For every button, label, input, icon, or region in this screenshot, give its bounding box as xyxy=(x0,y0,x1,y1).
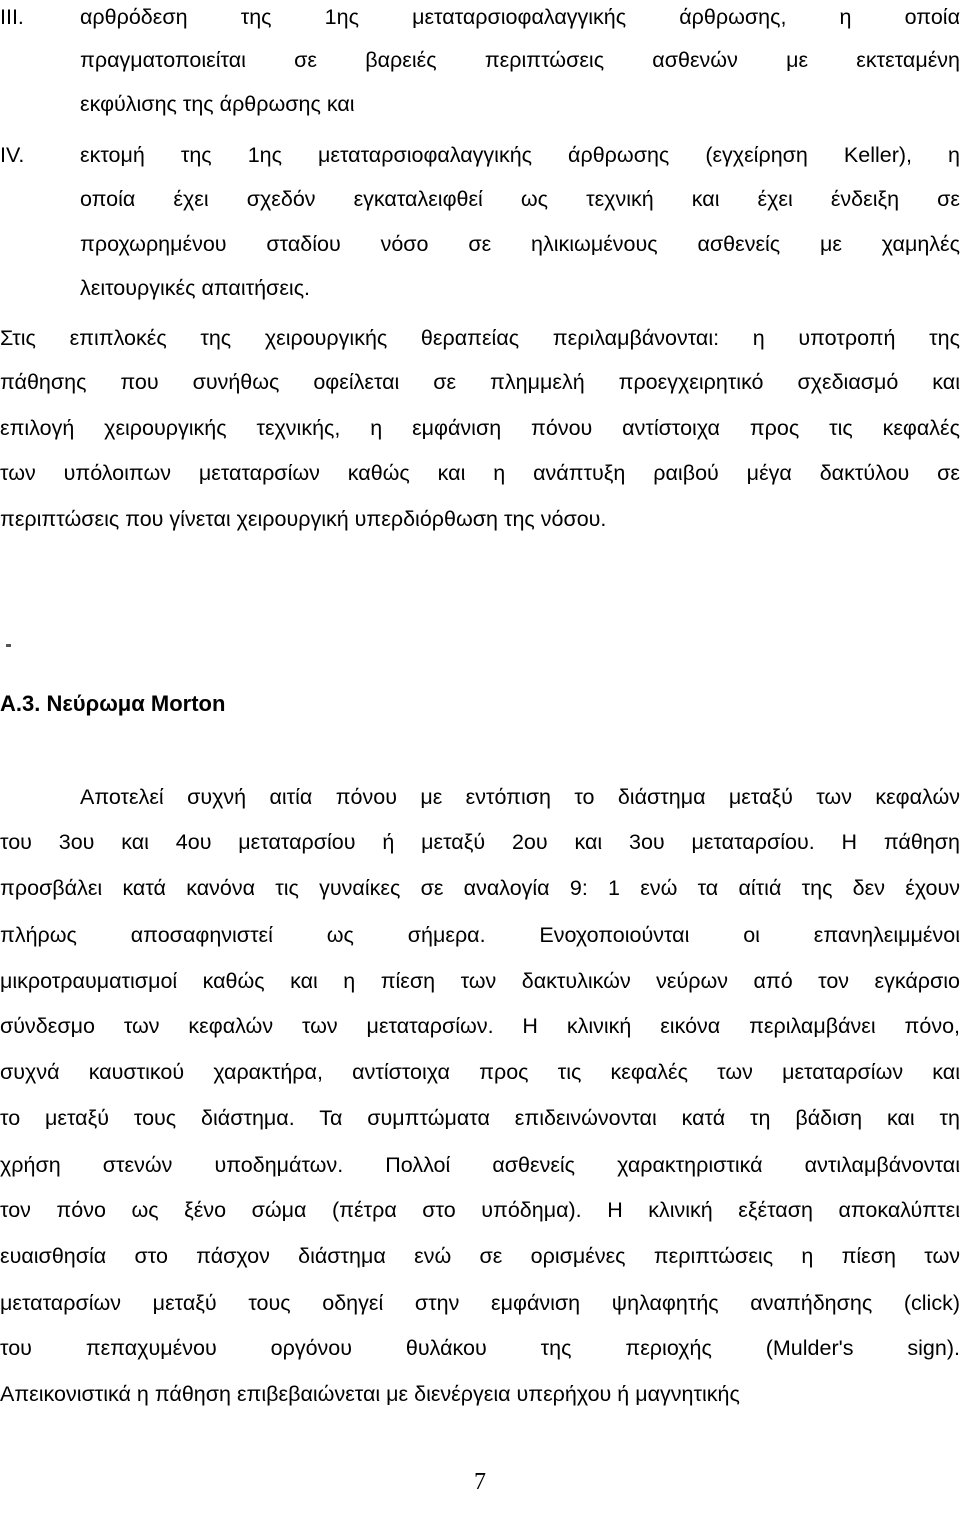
text-line: του πεπαχυμένου οργόνου θυλάκου της περιοχής (Mulder's sign). xyxy=(0,1336,960,1360)
text-line: πάθησης που συνήθως οφείλεται σε πλημμελή προεγχειρητικό σχεδιασμό και xyxy=(0,370,960,394)
text-line: μεταταρσίων μεταξύ τους οδηγεί στην εμφάνιση ψηλαφητής αναπήδησης (click) xyxy=(0,1291,960,1315)
list-number: III. xyxy=(0,5,24,29)
section-heading: Α.3. Νεύρωμα Morton xyxy=(0,691,226,716)
text-line: το μεταξύ τους διάστημα. Τα συμπτώματα επιδεινώνονται κατά τη βάδιση και τη xyxy=(0,1106,960,1130)
text-line: προσβάλει κατά κανόνα τις γυναίκες σε αναλογία 9: 1 ενώ τα αίτιά της δεν έχουν xyxy=(0,876,960,900)
text-line: χρήση στενών υποδημάτων. Πολλοί ασθενείς χαρακτηριστικά αντιλαμβάνονται xyxy=(0,1153,960,1177)
list-number: IV. xyxy=(0,143,25,167)
text-line: προχωρημένου σταδίου νόσο σε ηλικιωμένους ασθενείς με χαμηλές xyxy=(80,232,960,256)
text-line: Αποτελεί συχνή αιτία πόνου με εντόπιση το διάστημα μεταξύ των κεφαλών xyxy=(80,785,960,809)
text-line: εκτομή της 1ης μεταταρσιοφαλαγγικής άρθρωσης (εγχείρηση Keller), η xyxy=(80,143,960,167)
text-line: λειτουργικές απαιτήσεις. xyxy=(80,276,311,300)
text-line: αρθρόδεση της 1ης μεταταρσιοφαλαγγικής άρθρωσης, η οποία xyxy=(80,5,960,29)
text-line: σύνδεσμο των κεφαλών των μεταταρσίων. Η κλινική εικόνα περιλαμβάνει πόνο, xyxy=(0,1014,960,1038)
text-line: εκφύλισης της άρθρωσης και xyxy=(80,92,355,116)
text-line: τον πόνο ως ξένο σώμα (πέτρα στο υπόδημα). Η κλινική εξέταση αποκαλύπτει xyxy=(0,1198,960,1222)
text-line: πραγματοποιείται σε βαρειές περιπτώσεις ασθενών με εκτεταμένη xyxy=(80,48,960,72)
text-line: Στις επιπλοκές της χειρουργικής θεραπείας περιλαμβάνονται: η υποτροπή της xyxy=(0,326,960,350)
text-line: πλήρως αποσαφηνιστεί ως σήμερα. Ενοχοποιούνται οι επανηλειμμένοι xyxy=(0,923,960,947)
page-number: 7 xyxy=(474,1469,486,1495)
text-line: μικροτραυματισμοί καθώς και η πίεση των δακτυλικών νεύρων από τον εγκάρσιο xyxy=(0,969,960,993)
text-line: Απεικονιστικά η πάθηση επιβεβαιώνεται με διενέργεια υπερήχου ή μαγνητικής xyxy=(0,1382,740,1406)
text-line: των υπόλοιπων μεταταρσίων καθώς και η ανάπτυξη ραιβού μέγα δακτύλου σε xyxy=(0,461,960,485)
text-line: οποία έχει σχεδόν εγκαταλειφθεί ως τεχνική και έχει ένδειξη σε xyxy=(80,187,960,211)
text-line: επιλογή χειρουργικής τεχνικής, η εμφάνιση πόνου αντίστοιχα προς τις κεφαλές xyxy=(0,416,960,440)
text-line: περιπτώσεις που γίνεται χειρουργική υπερδιόρθωση της νόσου. xyxy=(0,507,607,531)
bullet-mark xyxy=(6,644,11,647)
text-line: ευαισθησία στο πάσχον διάστημα ενώ σε ορισμένες περιπτώσεις η πίεση των xyxy=(0,1244,960,1268)
text-line: συχνά καυστικού χαρακτήρα, αντίστοιχα προς τις κεφαλές των μεταταρσίων και xyxy=(0,1060,960,1084)
text-line: του 3ου και 4ου μεταταρσίου ή μεταξύ 2ου και 3ου μεταταρσίου. Η πάθηση xyxy=(0,830,960,854)
